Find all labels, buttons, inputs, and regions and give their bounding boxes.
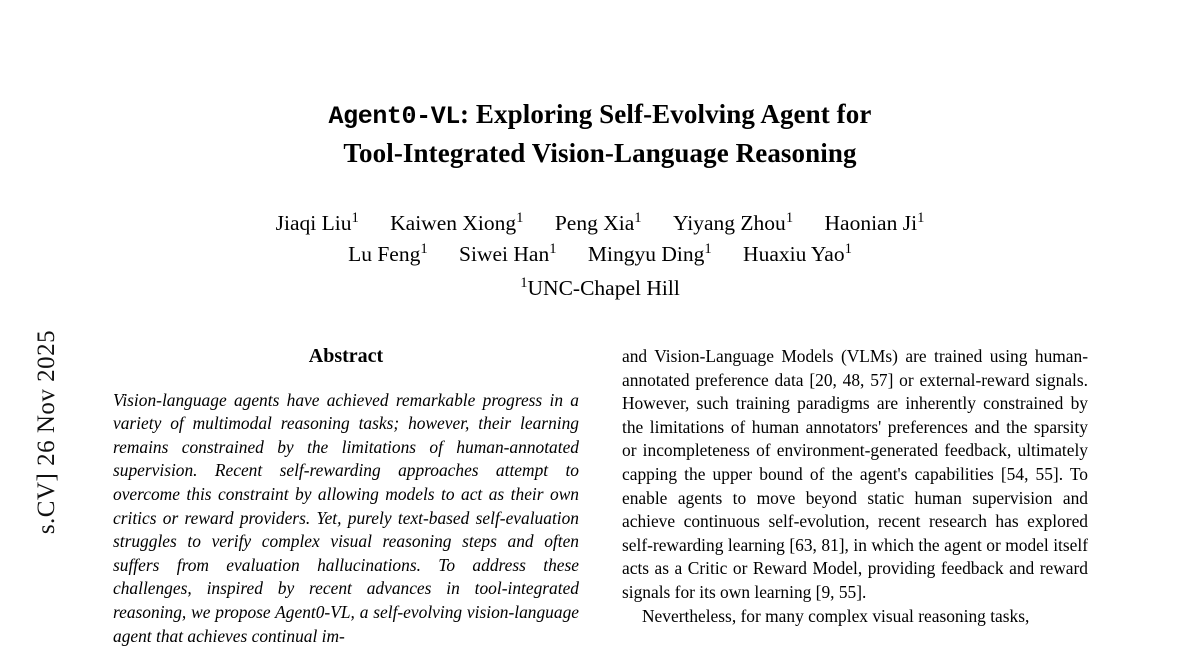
author-name: Peng Xia <box>554 211 635 235</box>
paper-title <box>115 96 1085 172</box>
title-line-1 <box>115 96 1085 135</box>
title-line-2: Tool-Integrated Vision-Language Reasoning <box>343 138 857 168</box>
author-name: Jiaqi Liu <box>275 211 352 235</box>
author <box>459 239 556 270</box>
author <box>390 208 523 239</box>
author-name: Mingyu Ding <box>587 242 705 266</box>
author <box>673 208 793 239</box>
intro-paragraph-2: Nevertheless, for many complex visual reasoning tasks, <box>642 605 1030 626</box>
author-row-1 <box>115 208 1085 239</box>
title-model-name: Agent0-VL <box>328 102 460 131</box>
author-name: Kaiwen Xiong <box>390 211 517 235</box>
author-name: Huaxiu Yao <box>743 242 845 266</box>
title-line-1-rest: : Exploring Self-Evolving Agent for <box>459 99 872 129</box>
author-affiliation-marker: 1 <box>420 240 428 257</box>
author-affiliation-marker: 1 <box>917 209 925 226</box>
author <box>348 239 428 270</box>
author-affiliation-marker: 1 <box>549 240 557 257</box>
abstract-heading: Abstract <box>308 345 384 367</box>
author-name: Siwei Han <box>459 242 550 266</box>
author-name: Yiyang Zhou <box>672 211 786 235</box>
author-name: Lu Feng <box>348 242 421 266</box>
author <box>825 208 925 239</box>
intro-paragraph-1: and Vision-Language Models (VLMs) are trained using human-annotated preference data [20, 48, 57] or external-reward signals. However, such training paradigms are inherently constrained by the limitations of human annotators' preferences and the sparsity or incompleteness of environment-generated feedback, ultimately capping the upper bound of the agent's capabilities [54, 55]. To enable agents to move beyond static human supervision and achieve continuous self-evolution, recent research has explored self-rewarding learning [63, 81], in which the agent or model itself acts as a Critic or Reward Model, providing feedback and reward signals for its own learning [9, 55]. <box>622 346 1088 602</box>
author-affiliation-marker: 1 <box>634 209 642 226</box>
affiliation <box>115 273 1085 304</box>
author-affiliation-marker: 1 <box>704 240 712 257</box>
author-list <box>115 208 1085 304</box>
author <box>743 239 852 270</box>
affiliation-marker: 1 <box>520 274 528 291</box>
author-name: Haonian Ji <box>824 211 918 235</box>
author <box>276 208 359 239</box>
abstract-text: Vision-language agents have achieved remarkable progress in a variety of multimodal reasoning tasks; however, their learning remains constrained by the limitations of human-annotated supervision. Recent self-rewarding approaches attempt to overcome this constraint by allowing models to act as their own critics or reward providers. Yet, purely text-based self-evaluation struggles to verify complex visual reasoning steps and often suffers from evaluation hallucinations. To address these challenges, inspired by recent advances in tool-integrated reasoning, we propose Agent0-VL, a self-evolving vision-language agent that achieves continual im- <box>113 389 579 646</box>
introduction-column <box>622 345 1088 648</box>
abstract-column <box>113 345 579 648</box>
author-affiliation-marker: 1 <box>785 209 794 226</box>
author <box>555 208 642 239</box>
arxiv-vertical-stamp: s.CV] 26 Nov 2025 <box>33 329 60 535</box>
author <box>588 239 712 270</box>
author-row-2 <box>115 239 1085 270</box>
author-affiliation-marker: 1 <box>844 240 852 257</box>
affiliation-name: UNC-Chapel Hill <box>527 276 680 300</box>
author-affiliation-marker: 1 <box>351 209 359 226</box>
author-affiliation-marker: 1 <box>516 209 524 226</box>
